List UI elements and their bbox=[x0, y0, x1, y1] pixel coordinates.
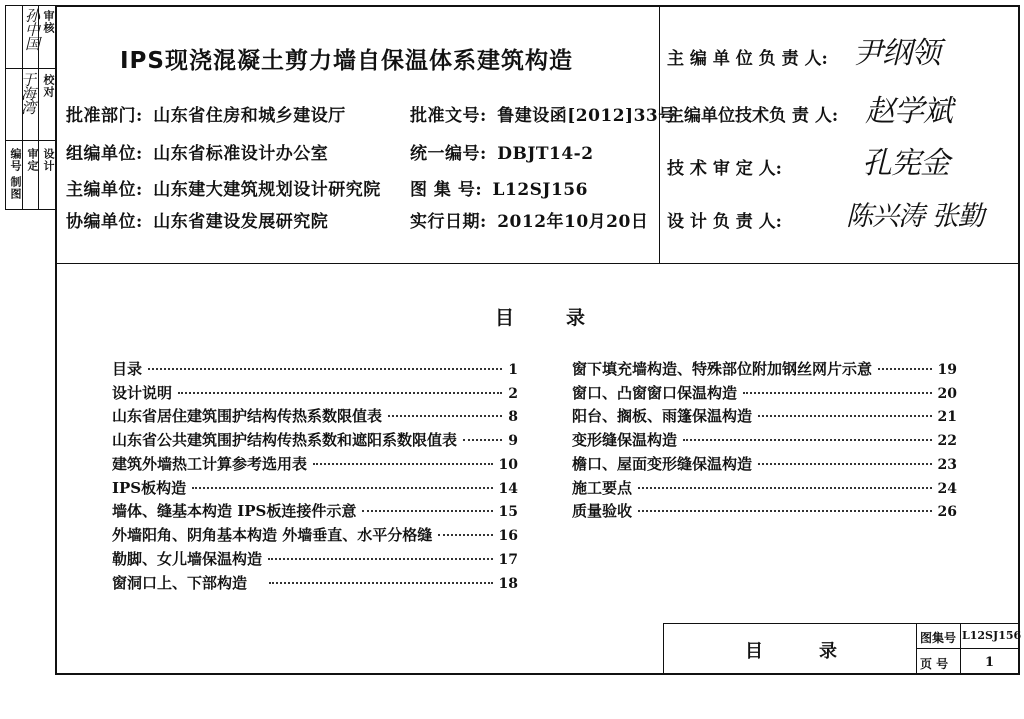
toc-item-page: 23 bbox=[937, 457, 957, 473]
effective-date-value: 2012年10月20日 bbox=[497, 212, 649, 232]
stamp-label: 设计 bbox=[42, 148, 55, 172]
co-unit-label: 协编单位: bbox=[66, 212, 143, 232]
signature: 赵学斌 bbox=[865, 94, 952, 129]
title-block-name: 目录 bbox=[745, 641, 893, 662]
toc-item-page: 9 bbox=[508, 433, 518, 449]
unified-no-label: 统一编号: bbox=[410, 144, 487, 164]
signature: 孔宪金 bbox=[862, 146, 949, 181]
toc-item-title: 山东省居住建筑围护结构传热系数限值表 bbox=[112, 407, 383, 425]
toc-item-page: 8 bbox=[508, 409, 518, 425]
toc-item-page: 24 bbox=[937, 481, 957, 497]
page-value: 1 bbox=[985, 655, 995, 670]
toc-item[interactable] bbox=[572, 382, 957, 404]
toc-item[interactable] bbox=[112, 405, 518, 427]
toc-item[interactable] bbox=[572, 429, 957, 451]
stamp-signature-top: 孙中国 bbox=[23, 8, 41, 50]
toc-item-page: 26 bbox=[937, 504, 957, 520]
title-block-divider bbox=[916, 623, 917, 675]
toc-item-title: 目录 bbox=[112, 360, 143, 378]
signature: 尹纲领 bbox=[853, 36, 940, 71]
atlas-no-value: L12SJ156 bbox=[492, 180, 588, 200]
chief-unit-row bbox=[66, 175, 381, 200]
responsible-label: 技 术 审 定 人: bbox=[667, 159, 782, 179]
document-title: IPS现浇混凝土剪力墙自保温体系建筑构造 bbox=[120, 48, 573, 74]
toc-item[interactable] bbox=[112, 500, 518, 522]
toc-item-page: 18 bbox=[498, 576, 518, 592]
stamp-label: 审定 bbox=[26, 148, 39, 172]
toc-item-page: 1 bbox=[508, 362, 518, 378]
unified-no-value: DBJT14-2 bbox=[497, 144, 594, 164]
toc-item-page: 17 bbox=[498, 552, 518, 568]
responsible-label: 主编单位技术负 责 人: bbox=[667, 106, 839, 126]
unified-no-row bbox=[410, 139, 594, 164]
approval-dept-label: 批准部门: bbox=[66, 106, 143, 126]
toc-item[interactable] bbox=[572, 358, 957, 380]
atlas-label: 图集号 bbox=[920, 631, 957, 645]
title-block-divider bbox=[916, 648, 1020, 649]
approval-doc-row bbox=[410, 101, 676, 126]
strip-divider bbox=[5, 140, 55, 141]
toc-item-page: 14 bbox=[498, 481, 518, 497]
toc-item-title: 山东省公共建筑围护结构传热系数和遮阳系数限值表 bbox=[112, 431, 458, 449]
effective-date-row bbox=[410, 207, 648, 232]
toc-item[interactable] bbox=[112, 524, 518, 546]
atlas-value: L12SJ156 bbox=[962, 629, 1022, 642]
stamp-label: 制图 bbox=[9, 176, 22, 200]
toc-item-page: 15 bbox=[498, 504, 518, 520]
approval-dept-value: 山东省住房和城乡建设厅 bbox=[153, 106, 346, 126]
toc-item[interactable] bbox=[112, 382, 518, 404]
stamp-label: 审核 bbox=[42, 10, 55, 34]
toc-item-title: 窗口、凸窗窗口保温构造 bbox=[572, 384, 738, 402]
compile-unit-row bbox=[66, 139, 328, 164]
compile-unit-value: 山东省标准设计办公室 bbox=[153, 144, 329, 164]
chief-unit-label: 主编单位: bbox=[66, 180, 143, 200]
toc-item[interactable] bbox=[112, 453, 518, 475]
co-unit-value: 山东省建设发展研究院 bbox=[153, 212, 329, 232]
responsible-label: 设 计 负 责 人: bbox=[667, 212, 782, 232]
toc-item-page: 21 bbox=[937, 409, 957, 425]
toc-item-page: 16 bbox=[498, 528, 518, 544]
toc-item[interactable] bbox=[572, 500, 957, 522]
toc-item[interactable] bbox=[112, 548, 518, 570]
toc-item[interactable] bbox=[112, 429, 518, 451]
atlas-no-label: 图 集 号: bbox=[410, 180, 483, 200]
toc-item[interactable] bbox=[572, 405, 957, 427]
toc-item-page: 22 bbox=[937, 433, 957, 449]
toc-item-title: 窗下填充墙构造、特殊部位附加钢丝网片示意 bbox=[572, 360, 873, 378]
atlas-no-row bbox=[410, 175, 588, 200]
toc-item-page: 19 bbox=[937, 362, 957, 378]
toc-item[interactable] bbox=[572, 477, 957, 499]
toc-item-title: 阳台、搁板、雨篷保温构造 bbox=[572, 407, 753, 425]
toc-item-title: 变形缝保温构造 bbox=[572, 431, 678, 449]
title-block-divider bbox=[960, 623, 961, 675]
toc-item-title: 窗洞口上、下部构造 bbox=[112, 574, 248, 592]
header-column-divider bbox=[659, 5, 660, 263]
co-unit-row bbox=[66, 207, 328, 232]
page-label: 页 号 bbox=[920, 657, 949, 671]
toc-item-page: 10 bbox=[498, 457, 518, 473]
stamp-label: 编号 bbox=[9, 148, 22, 172]
toc-item-title: 檐口、屋面变形缝保温构造 bbox=[572, 455, 753, 473]
toc-item-title: IPS板构造 bbox=[112, 479, 187, 497]
toc-item-title: 设计说明 bbox=[112, 384, 173, 402]
toc-item-title: 建筑外墙热工计算参考选用表 bbox=[112, 455, 308, 473]
toc-item-title: 质量验收 bbox=[572, 502, 633, 520]
toc-item[interactable] bbox=[112, 477, 518, 499]
stamp-signature-mid: 于海湾 bbox=[19, 72, 37, 114]
approval-dept-row bbox=[66, 101, 346, 126]
toc-item-title: 施工要点 bbox=[572, 479, 633, 497]
strip-divider bbox=[5, 68, 55, 69]
toc-item-page: 20 bbox=[937, 386, 957, 402]
toc-item[interactable] bbox=[112, 572, 518, 594]
signature: 陈兴涛 张勤 bbox=[846, 201, 984, 232]
stamp-label: 校对 bbox=[42, 74, 55, 98]
approval-doc-label: 批准文号: bbox=[410, 106, 487, 126]
chief-unit-value: 山东建大建筑规划设计研究院 bbox=[153, 180, 381, 200]
toc-item-title: 墙体、缝基本构造 IPS板连接件示意 bbox=[112, 502, 357, 520]
toc-heading: 目录 bbox=[495, 307, 638, 329]
toc-item[interactable] bbox=[112, 358, 518, 380]
effective-date-label: 实行日期: bbox=[410, 212, 487, 232]
header-divider bbox=[55, 263, 1020, 264]
toc-item[interactable] bbox=[572, 453, 957, 475]
approval-doc-value: 鲁建设函[2012]33号 bbox=[497, 106, 676, 126]
toc-item-title: 外墙阳角、阴角基本构造 外墙垂直、水平分格缝 bbox=[112, 526, 433, 544]
toc-item-page: 2 bbox=[508, 386, 518, 402]
compile-unit-label: 组编单位: bbox=[66, 144, 143, 164]
toc-item-title: 勒脚、女儿墙保温构造 bbox=[112, 550, 263, 568]
responsible-label: 主 编 单 位 负 责 人: bbox=[667, 49, 828, 69]
